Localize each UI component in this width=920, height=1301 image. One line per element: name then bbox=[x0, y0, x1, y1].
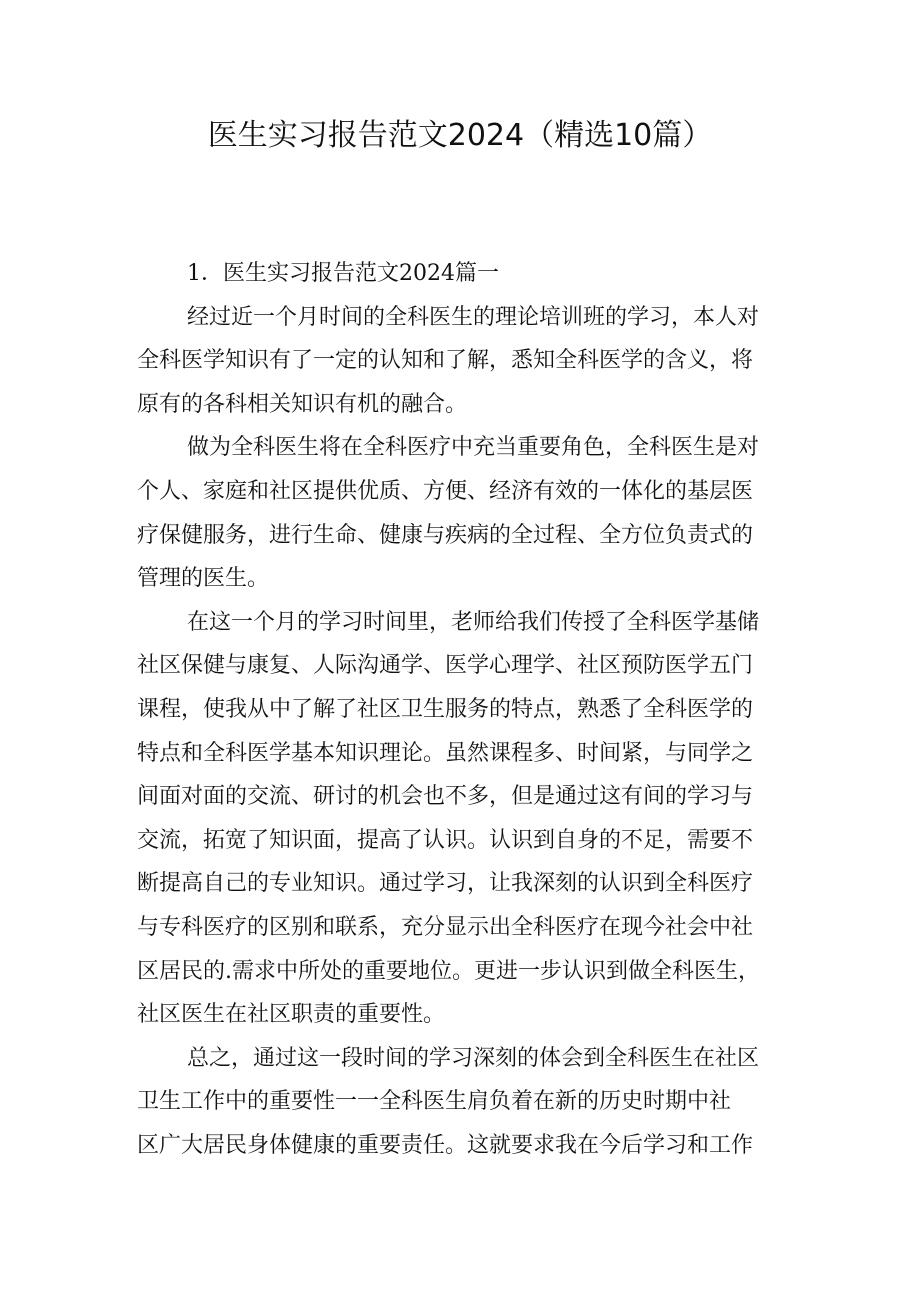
text-line: 区居民的.需求中所处的重要地位。更进一步认识到做全科医生， bbox=[137, 958, 760, 984]
text-line: 全科医学知识有了一定的认知和了解，悉知全科医学的含义，将 bbox=[137, 348, 754, 374]
text-line: 管理的医生。 bbox=[137, 566, 270, 592]
document-body bbox=[137, 252, 785, 1167]
text-line: 特点和全科医学基本知识理论。虽然课程多、时间紧，与同学之 bbox=[137, 740, 754, 766]
text-line: 课程，使我从中了解了社区卫生服务的特点，熟悉了全科医学的 bbox=[137, 696, 754, 722]
paragraph-3 bbox=[137, 601, 785, 1037]
text-line: 区广大居民身体健康的重要责任。这就要求我在今后学习和工作 bbox=[137, 1132, 754, 1158]
section-heading: 1．医生实习报告范文2024篇一 bbox=[187, 261, 499, 286]
text-line: 经过近一个月时间的全科医生的理论培训班的学习，本人对 bbox=[187, 304, 760, 330]
text-line: 疗保健服务，进行生命、健康与疾病的全过程、全方位负责式的 bbox=[137, 522, 754, 548]
text-line: 卫生工作中的重要性一一全科医生肩负着在新的历史时期中社 bbox=[137, 1089, 732, 1115]
document-title: 医生实习报告范文2024（精选10篇） bbox=[207, 118, 713, 153]
text-line: 做为全科医生将在全科医疗中充当重要角色，全科医生是对 bbox=[187, 435, 760, 461]
paragraph-4 bbox=[137, 1037, 785, 1168]
text-line: 社区医生在社区职责的重要性。 bbox=[137, 1002, 446, 1028]
text-line: 社区保健与康复、人际沟通学、医学心理学、社区预防医学五门 bbox=[137, 653, 754, 679]
text-line: 原有的各科相关知识有机的融合。 bbox=[137, 391, 468, 417]
text-line: 交流，拓宽了知识面，提高了认识。认识到自身的不足，需要不 bbox=[137, 827, 754, 853]
text-line: 在这一个月的学习时间里，老师给我们传授了全科医学基储 bbox=[187, 609, 760, 635]
text-line: 总之，通过这一段时间的学习深刻的体会到全科医生在社区 bbox=[187, 1045, 760, 1071]
text-line: 间面对面的交流、研讨的机会也不多，但是通过这有间的学习与 bbox=[137, 784, 754, 810]
text-line: 与专科医疗的区别和联系，充分显示出全科医疗在现今社会中社 bbox=[137, 914, 754, 940]
text-line: 断提高自己的专业知识。通过学习，让我深刻的认识到全科医疗 bbox=[137, 871, 754, 897]
paragraph-2 bbox=[137, 426, 785, 600]
text-line: 个人、家庭和社区提供优质、方便、经济有效的一体化的基层医 bbox=[137, 478, 754, 504]
paragraph-1 bbox=[137, 296, 785, 427]
